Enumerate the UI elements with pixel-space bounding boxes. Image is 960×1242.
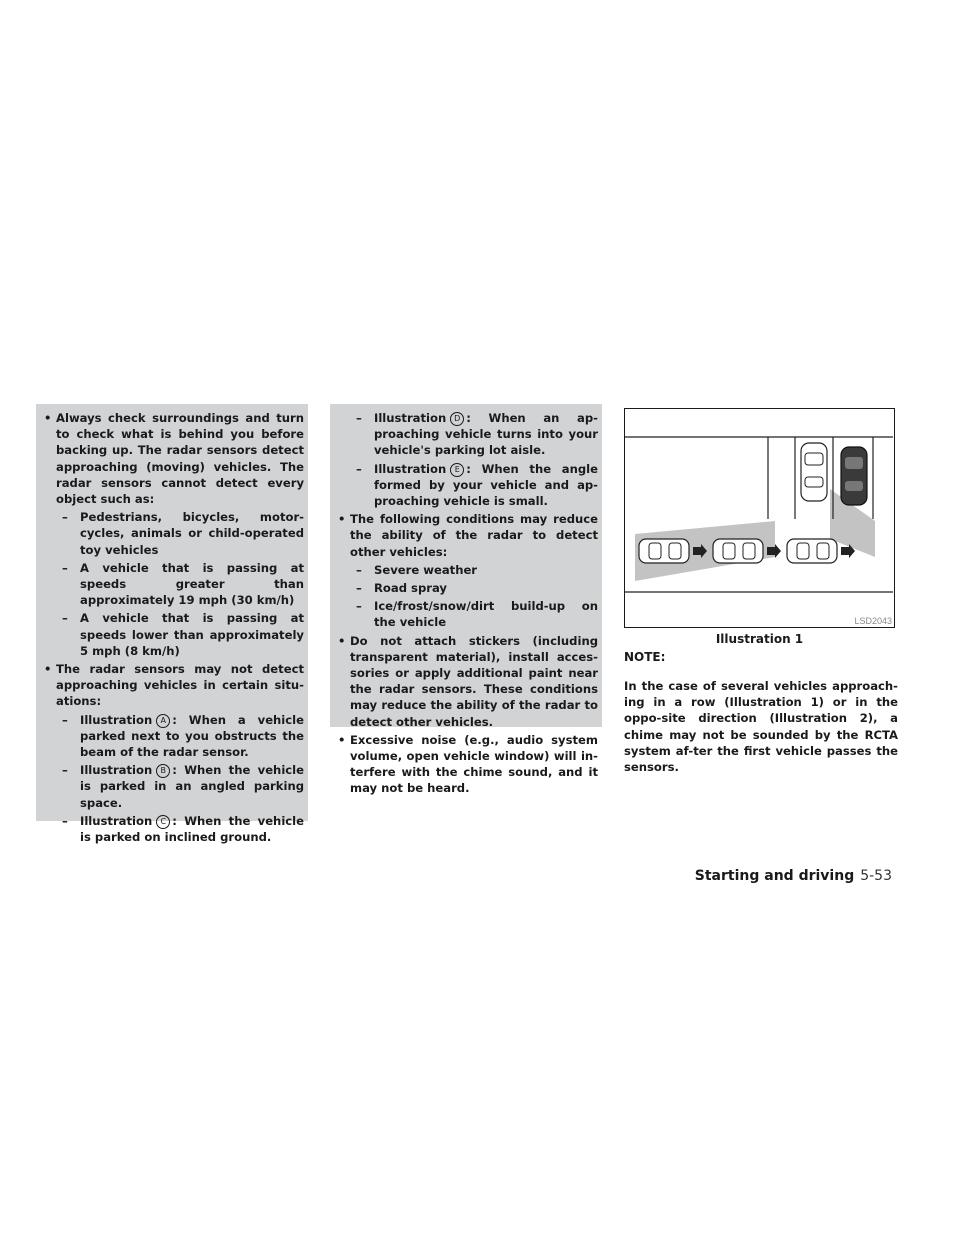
- illustration-word: Illustration: [80, 763, 153, 778]
- illustration-figure: [624, 408, 895, 628]
- dash-item-illustration-a: [42, 712, 304, 761]
- figure-code: LSD2043: [854, 616, 892, 626]
- bullet-may-not-detect: [42, 661, 304, 710]
- dash-mark: –: [62, 712, 68, 727]
- dash-mark: –: [356, 411, 362, 425]
- circled-letter-a-icon: A: [156, 714, 170, 728]
- illustration-word: Illustration: [80, 712, 153, 727]
- bullet-text: The following conditions may reduce the ability of the radar to detect other vehicles:: [350, 512, 598, 559]
- bullet-mark: •: [338, 633, 346, 648]
- dash-mark: –: [356, 461, 362, 476]
- approaching-car-1-icon: [639, 539, 689, 563]
- circled-letter-d-icon: D: [450, 412, 464, 426]
- bullet-text: Excessive noise (e.g., audio system volume, open vehicle window) will in-terfere with the chime sound, and it may not be heard.: [350, 732, 598, 796]
- dash-item-illustration-d: [336, 410, 598, 459]
- dash-text: : When the angle formed by your vehicle and ap-proaching vehicle is small.: [374, 461, 598, 509]
- dash-item-illustration-b: [42, 762, 304, 811]
- bullet-mark: •: [338, 512, 346, 527]
- dash-item-illustration-c: [42, 813, 304, 845]
- dash-mark: –: [356, 581, 362, 596]
- bullet-mark: •: [44, 411, 52, 425]
- dash-item-illustration-e: [336, 461, 598, 510]
- illustration-word: Illustration: [374, 461, 447, 476]
- note-text: In the case of several vehicles approach-ing in a row (Illustration 1) or in the oppo-site direction (Illustration 2), a chime may not be sounded by the RCTA system af-ter the first vehicle passes the sensors.: [624, 679, 898, 775]
- dash-text: A vehicle that is passing at speeds lower than approximately 5 mph (8 km/h): [80, 611, 304, 658]
- dash-item-road-spray: [336, 580, 598, 596]
- page-number: 5-53: [860, 868, 892, 884]
- parked-car-icon: [801, 443, 827, 501]
- dash-mark: –: [62, 560, 68, 575]
- bullet-excessive-noise: [336, 732, 598, 797]
- dash-text: Pedestrians, bicycles, motor-cycles, animals or child-operated toy vehicles: [80, 510, 304, 557]
- caution-box-left: [36, 404, 308, 845]
- dash-text: Ice/frost/snow/dirt build-up on the vehicle: [374, 599, 598, 630]
- dash-item-ice-frost: [336, 598, 598, 630]
- dash-text: A vehicle that is passing at speeds greater than approximately 19 mph (30 km/h): [80, 560, 304, 608]
- dash-text: Severe weather: [374, 562, 478, 577]
- dash-item-speed-low: [42, 610, 304, 659]
- dash-text: : When an ap-proaching vehicle turns into your vehicle's parking lot aisle.: [374, 411, 598, 458]
- approaching-car-3-icon: [787, 539, 837, 563]
- dash-mark: –: [62, 813, 68, 828]
- figure-caption: Illustration 1: [715, 632, 804, 646]
- dash-mark: –: [62, 510, 68, 525]
- section-title: Starting and driving: [694, 868, 855, 884]
- dash-text: : When the vehicle is parked on inclined ground.: [80, 813, 304, 845]
- circled-letter-b-icon: B: [156, 764, 170, 778]
- caution-box-middle: [330, 404, 602, 796]
- note-label: NOTE:: [624, 650, 666, 664]
- dash-text: : When the vehicle is parked in an angled parking space.: [80, 763, 304, 810]
- bullet-text: Always check surroundings and turn to check what is behind you before backing up. The radar sensors detect approaching (moving) vehicles. The radar sensors cannot detect every object such as:: [56, 411, 304, 507]
- dash-mark: –: [356, 599, 362, 614]
- dash-text: Road spray: [374, 581, 447, 596]
- bullet-mark: •: [44, 662, 52, 677]
- dash-text: : When a vehicle parked next to you obstructs the beam of the radar sensor.: [80, 712, 304, 760]
- circled-letter-e-icon: E: [450, 463, 464, 477]
- own-vehicle-icon: [841, 447, 867, 505]
- bullet-text: The radar sensors may not detect approaching vehicles in certain situ-ations:: [56, 662, 304, 709]
- illustration-word: Illustration: [80, 813, 153, 828]
- bullet-text: Do not attach stickers (including transparent material), install acces-sories or apply additional paint near the radar sensors. These conditions may reduce the ability of the radar to detect other vehicles.: [350, 633, 598, 729]
- bullet-stickers: [336, 633, 598, 730]
- bullet-conditions-reduce: [336, 511, 598, 560]
- bullet-check-surroundings: [42, 410, 304, 507]
- dash-mark: –: [356, 562, 362, 577]
- dash-item-speed-high: [42, 560, 304, 609]
- parking-lot-diagram: [625, 409, 893, 626]
- illustration-word: Illustration: [374, 411, 447, 425]
- dash-mark: –: [62, 763, 68, 778]
- approaching-car-2-icon: [713, 539, 763, 563]
- dash-item-severe-weather: [336, 562, 598, 578]
- dash-item-pedestrians: [42, 509, 304, 558]
- circled-letter-c-icon: C: [156, 815, 170, 829]
- dash-mark: –: [62, 611, 68, 626]
- page-footer: [695, 868, 892, 884]
- bullet-mark: •: [338, 732, 346, 747]
